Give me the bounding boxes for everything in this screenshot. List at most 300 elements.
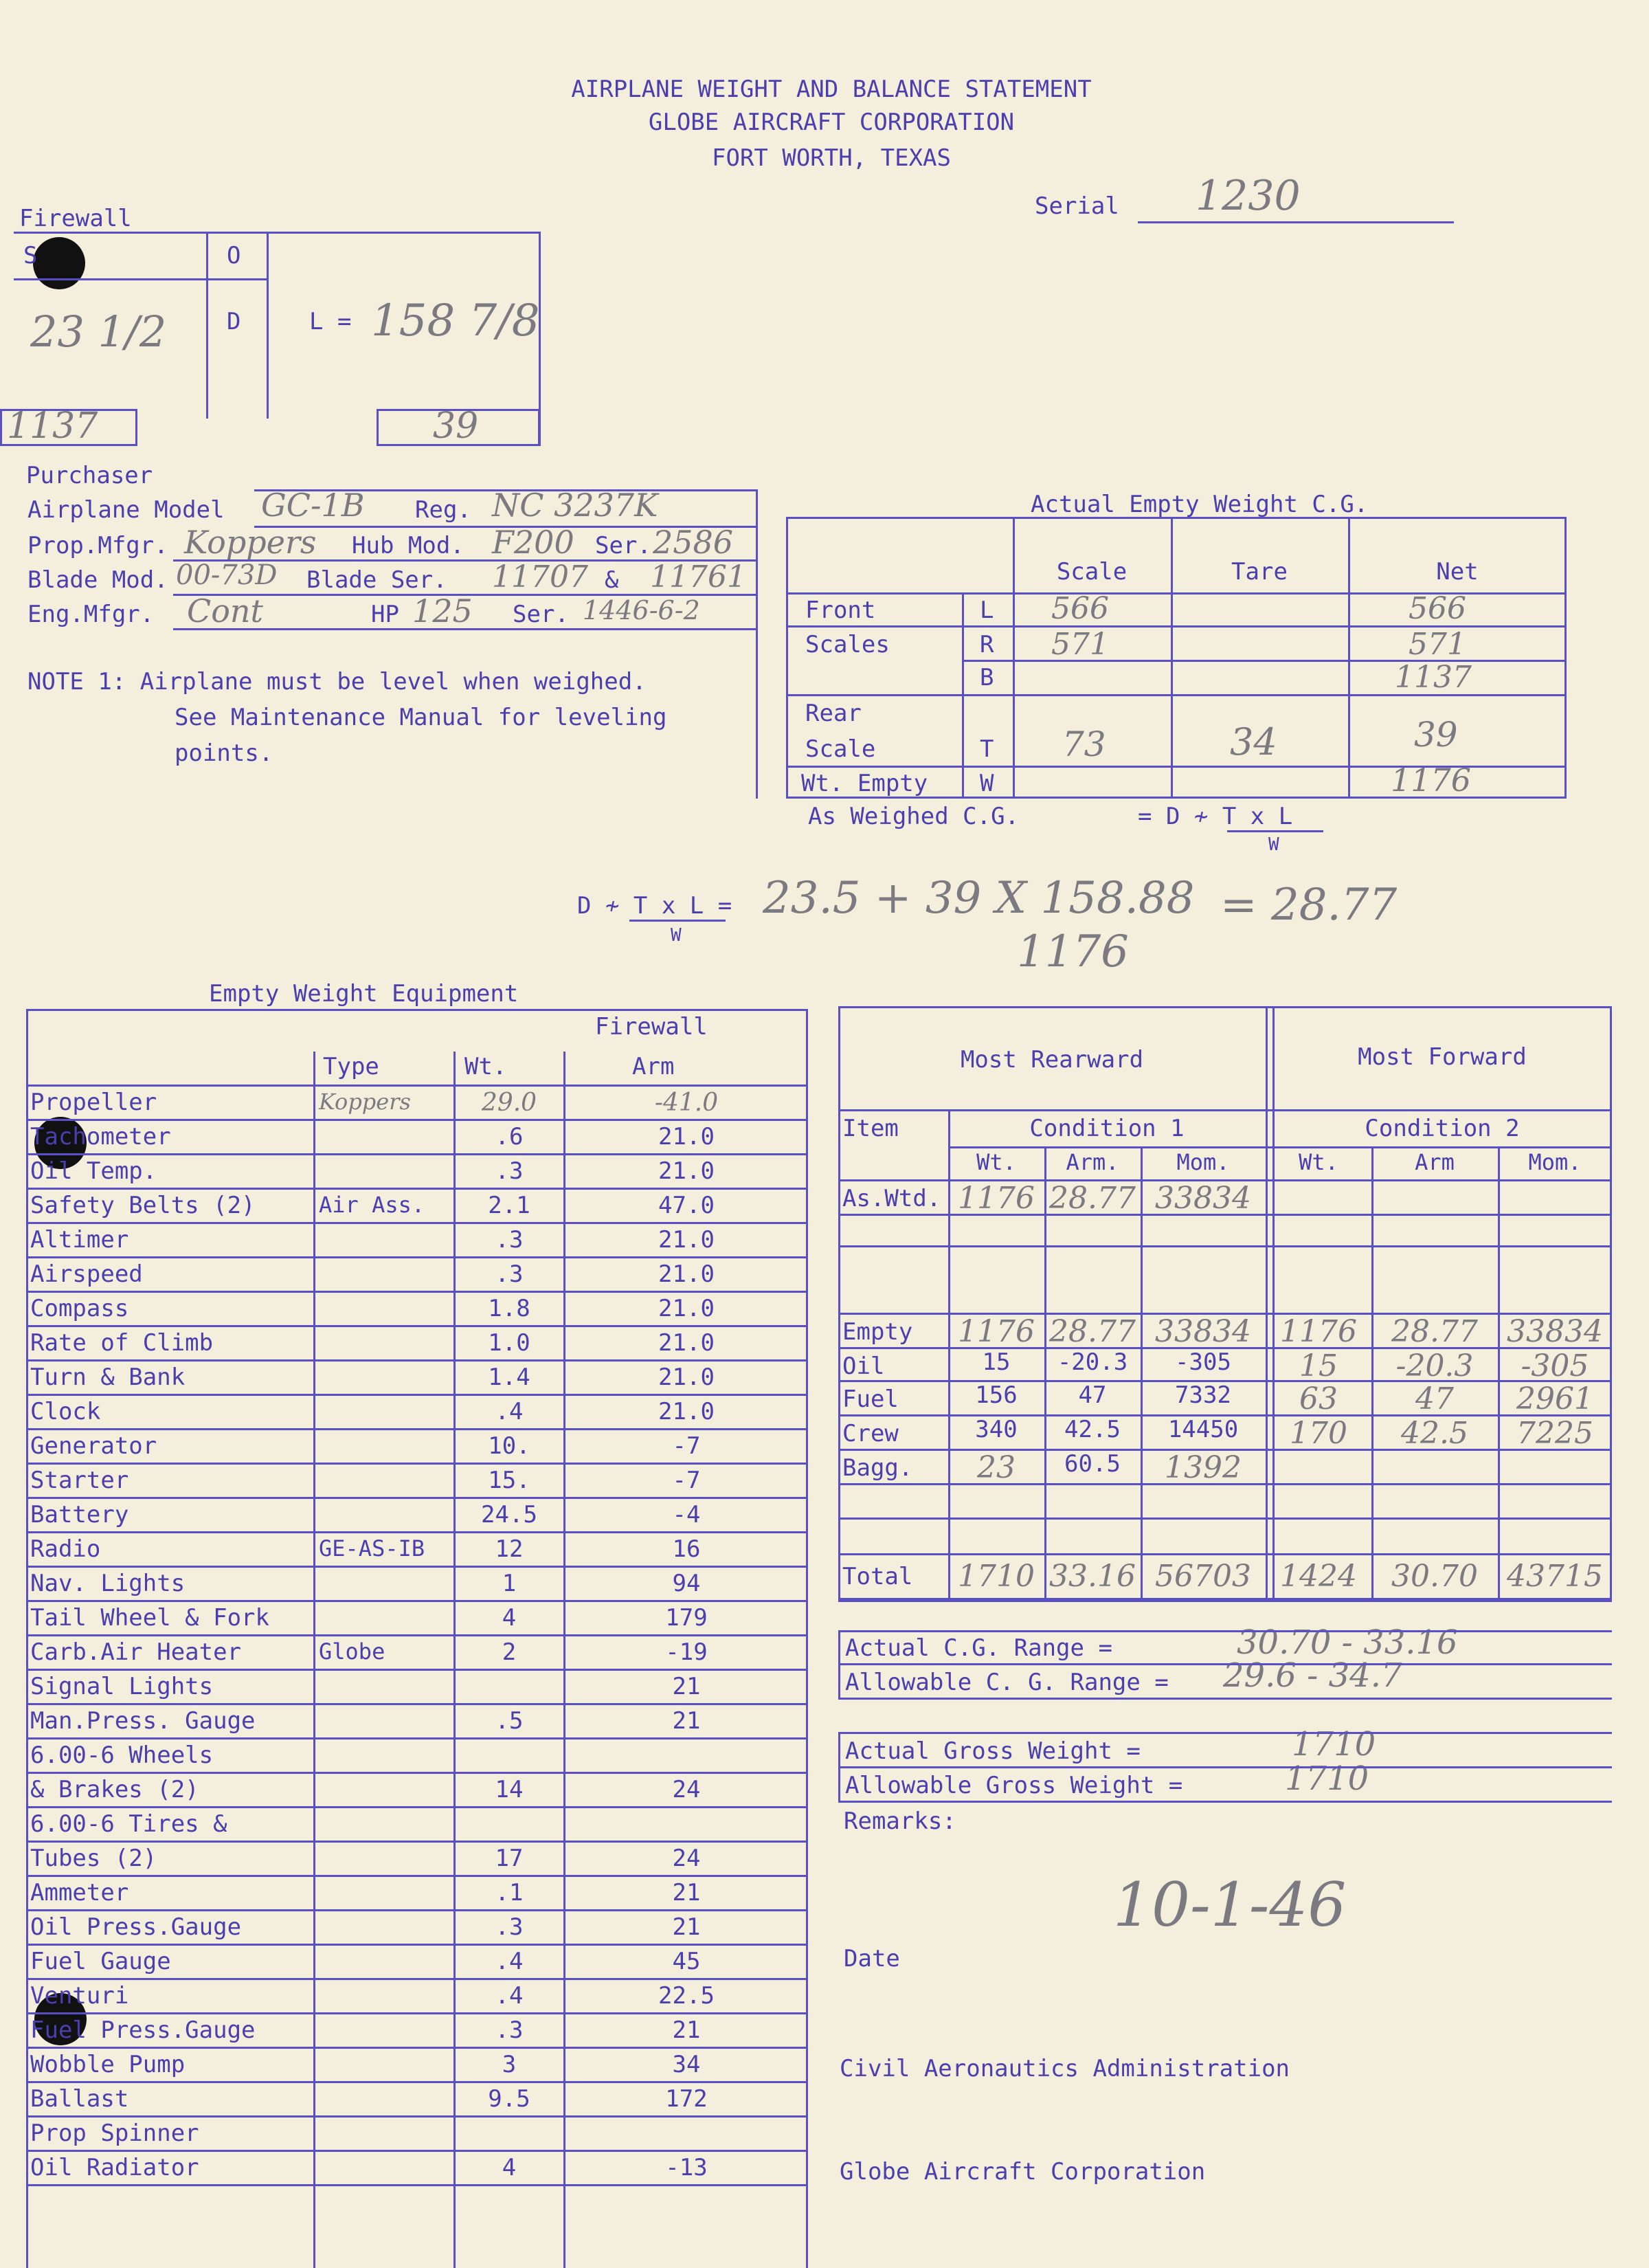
- cond-cell: 56703: [1155, 1559, 1251, 1594]
- conditions-divider: [1266, 1006, 1268, 1600]
- cond-cell: 2961: [1516, 1381, 1593, 1416]
- equipment-wt: .3: [495, 2016, 524, 2044]
- cond-cell: 7225: [1516, 1416, 1593, 1451]
- equipment-arm: 21.0: [658, 1123, 715, 1150]
- calc-formula-den: W: [671, 925, 682, 946]
- cg-net-l: 566: [1409, 591, 1466, 626]
- calc-hand-result: = 28.77: [1220, 880, 1398, 931]
- prop-value: Koppers: [184, 524, 317, 561]
- equipment-wt: .4: [495, 1948, 524, 1975]
- equipment-row-line: [26, 1428, 808, 1430]
- equipment-wt: 17: [495, 1845, 524, 1872]
- conditions-divider-double: [1272, 1006, 1275, 1600]
- cond-cell: 28.77: [1049, 1314, 1136, 1349]
- prop-ser-label: Ser.: [595, 532, 651, 559]
- blade-ser-value: 11707: [492, 559, 588, 594]
- cond-condition2-header: Condition 2: [1365, 1115, 1520, 1142]
- equipment-row-line: [26, 1497, 808, 1499]
- equipment-arm: 21: [672, 1913, 701, 1941]
- cg-letter-w: W: [980, 770, 994, 797]
- info-box-right: [756, 489, 758, 799]
- equipment-name: Fuel Gauge: [30, 1948, 171, 1975]
- equipment-row-line: [26, 2047, 808, 2049]
- cond-cell: 33834: [1507, 1314, 1603, 1349]
- actual-gross-label: Actual Gross Weight =: [845, 1737, 1141, 1765]
- equipment-row-line: [26, 1463, 808, 1465]
- firewall-box-top: [14, 232, 540, 234]
- equipment-name: Generator: [30, 1432, 157, 1460]
- cond-cell: 156: [975, 1381, 1018, 1409]
- cg-letter-l: L: [980, 597, 994, 624]
- equipment-row-line: [26, 1566, 808, 1568]
- equipment-name: Fuel Press.Gauge: [30, 2016, 256, 2044]
- cond-cell: 14450: [1167, 1416, 1239, 1443]
- cg-scale-t: 73: [1062, 724, 1106, 764]
- equipment-wt: 10.: [488, 1432, 530, 1460]
- note-line1: NOTE 1: Airplane must be level when weighed.: [27, 668, 647, 696]
- equipment-col-line: [453, 1052, 456, 2268]
- equipment-type: Air Ass.: [319, 1192, 425, 1218]
- cond-subheader: Wt.: [1299, 1149, 1338, 1175]
- equipment-arm: 21.0: [658, 1329, 715, 1357]
- cond-cell: -20.3: [1057, 1348, 1128, 1376]
- header-company: GLOBE AIRCRAFT CORPORATION: [648, 109, 1015, 136]
- firewall-l-label: L =: [309, 308, 352, 335]
- equipment-title: Empty Weight Equipment: [209, 980, 519, 1008]
- equipment-wt: .3: [495, 1260, 524, 1288]
- cg-tare-t: 34: [1230, 720, 1277, 764]
- cond-cell: 28.77: [1049, 1181, 1136, 1216]
- equipment-wt: 14: [495, 1776, 524, 1803]
- model-label: Airplane Model: [27, 496, 225, 524]
- equipment-wt: .3: [495, 1226, 524, 1254]
- purchaser-label: Purchaser: [26, 462, 153, 489]
- cond-cell: 42.5: [1064, 1416, 1121, 1443]
- equipment-arm: 22.5: [658, 1982, 715, 2010]
- equipment-arm: 21.0: [658, 1157, 715, 1185]
- prop-ser-value: 2586: [653, 524, 734, 561]
- equipment-name: Oil Temp.: [30, 1157, 157, 1185]
- conditions-table: [838, 1006, 1612, 1600]
- cond-cell: 60.5: [1064, 1450, 1121, 1478]
- eng-ser-label: Ser.: [513, 601, 569, 628]
- cond-cell: -305: [1175, 1348, 1231, 1376]
- equipment-col-wt: Wt.: [464, 1053, 507, 1080]
- blade-ser-amp: &: [605, 566, 619, 594]
- equipment-wt: 2: [502, 1638, 517, 1666]
- cond-condition1-header: Condition 1: [1029, 1115, 1185, 1142]
- equipment-firewall-label: Firewall: [595, 1013, 708, 1041]
- blade-ser-value2: 11761: [650, 559, 746, 594]
- cond-cell: 43715: [1507, 1559, 1603, 1594]
- equipment-name: Venturi: [30, 1982, 129, 2010]
- equipment-row-line: [26, 1841, 808, 1843]
- calc-formula-lhs: D ≁ T x L =: [577, 892, 732, 920]
- blade-ser-label: Blade Ser.: [306, 566, 447, 594]
- equipment-row-line: [26, 1806, 808, 1808]
- equipment-wt: 1.4: [488, 1364, 530, 1391]
- equipment-name: Turn & Bank: [30, 1364, 186, 1391]
- as-weighed-label: As Weighed C.G.: [808, 803, 1020, 830]
- equipment-name: Clock: [30, 1398, 101, 1425]
- caa-label: Civil Aeronautics Administration: [840, 2055, 1290, 2082]
- cond-cell: 63: [1299, 1381, 1338, 1416]
- firewall-o-label: O: [227, 242, 241, 269]
- equipment-wt: 12: [495, 1535, 524, 1563]
- cg-net-t: 39: [1414, 715, 1458, 755]
- equipment-row-line: [26, 1600, 808, 1602]
- calc-formula-bar: [629, 920, 726, 922]
- equipment-name: Battery: [30, 1501, 129, 1528]
- equipment-name: Safety Belts (2): [30, 1192, 256, 1219]
- cg-net-w: 1176: [1391, 761, 1472, 799]
- cond-cell: -20.3: [1395, 1348, 1474, 1383]
- cond-cell: 30.70: [1391, 1559, 1478, 1594]
- allowable-gross-label: Allowable Gross Weight =: [845, 1772, 1183, 1799]
- cond-cell: 47: [1415, 1381, 1454, 1416]
- cg-header-tare: Tare: [1231, 558, 1288, 586]
- equipment-type: Globe: [319, 1638, 385, 1665]
- allowable-gross-value: 1710: [1285, 1759, 1369, 1798]
- eng-label: Eng.Mfgr.: [27, 601, 155, 628]
- cg-net-r: 571: [1409, 627, 1466, 662]
- equipment-col-type: Type: [323, 1053, 379, 1080]
- equipment-name: Compass: [30, 1295, 129, 1322]
- cg-net-b: 1137: [1395, 660, 1472, 695]
- equipment-arm: 21: [672, 2016, 701, 2044]
- equipment-arm: 172: [665, 2085, 708, 2113]
- equipment-row-line: [26, 1359, 808, 1361]
- firewall-bottom-left-value: 1137: [7, 405, 98, 447]
- cond-subheader: Arm: [1415, 1149, 1455, 1175]
- summary-cg-left: [838, 1630, 840, 1698]
- equipment-type: GE-AS-IB: [319, 1535, 425, 1561]
- eng-underline: [173, 628, 757, 630]
- cond-cell: 23: [977, 1450, 1016, 1485]
- equipment-wt: 3: [502, 2051, 517, 2078]
- serial-label: Serial: [1035, 192, 1119, 220]
- equipment-name: Nav. Lights: [30, 1570, 186, 1597]
- equipment-row-line: [26, 1153, 808, 1155]
- equipment-wt: 4: [502, 2154, 517, 2181]
- equipment-name: Tubes (2): [30, 1845, 157, 1872]
- header-location: FORT WORTH, TEXAS: [712, 144, 951, 172]
- cond-subheader: Wt.: [976, 1149, 1016, 1175]
- equipment-arm: -19: [665, 1638, 708, 1666]
- cond-row-item: Oil: [842, 1353, 885, 1380]
- equipment-wt: 15.: [488, 1467, 530, 1494]
- actual-cg-value: 30.70 - 33.16: [1237, 1623, 1458, 1662]
- equipment-arm: 21.0: [658, 1226, 715, 1254]
- actual-gross-value: 1710: [1292, 1725, 1376, 1764]
- equipment-wt: 9.5: [488, 2085, 530, 2113]
- equipment-wt: 29.0: [481, 1089, 537, 1117]
- note-line3: points.: [175, 740, 273, 767]
- equipment-arm: -4: [672, 1501, 701, 1528]
- equipment-row-line: [26, 2081, 808, 2083]
- reg-label: Reg.: [415, 496, 471, 524]
- blade-mod-value: 00-73D: [176, 559, 278, 591]
- equipment-row-line: [26, 1909, 808, 1911]
- cg-letter-t: T: [980, 735, 994, 763]
- equipment-name: & Brakes (2): [30, 1776, 199, 1803]
- cond-row-line: [838, 1517, 1612, 1520]
- firewall-label: Firewall: [19, 205, 132, 232]
- date-label: Date: [844, 1945, 900, 1972]
- firewall-s-value: 23 1/2: [30, 307, 167, 357]
- equipment-name: Carb.Air Heater: [30, 1638, 242, 1666]
- hp-label: HP: [371, 601, 399, 628]
- equipment-name: Tail Wheel & Fork: [30, 1604, 269, 1632]
- equipment-row-line: [26, 1978, 808, 1980]
- cond-cell: 1392: [1165, 1450, 1242, 1485]
- equipment-name: Oil Press.Gauge: [30, 1913, 242, 1941]
- equipment-arm: -13: [665, 2154, 708, 2181]
- equipment-wt: 24.5: [481, 1501, 537, 1528]
- summary-gross-mid: [838, 1766, 1612, 1768]
- as-weighed-formula: = D ≁ T x L: [1138, 803, 1293, 830]
- equipment-wt: .5: [495, 1707, 524, 1735]
- cond-row-line: [838, 1600, 1612, 1602]
- cond-cell: 1176: [958, 1181, 1035, 1216]
- summary-cg-top: [838, 1630, 1612, 1632]
- cond-cell: 1176: [1280, 1314, 1357, 1349]
- firewall-d-label: D: [227, 308, 241, 335]
- cond-col-line: [948, 1109, 950, 1600]
- equipment-arm: 45: [672, 1948, 701, 1975]
- equipment-row-line: [26, 1188, 808, 1190]
- most-rearward-label: Most Rearward: [960, 1046, 1144, 1074]
- equipment-arm: 21.0: [658, 1260, 715, 1288]
- equipment-name: Signal Lights: [30, 1673, 214, 1700]
- equipment-row-line: [26, 1703, 808, 1705]
- cond-header-line: [838, 1109, 1612, 1111]
- equipment-row-line: [26, 2115, 808, 2117]
- equipment-row-line: [26, 1944, 808, 1946]
- cond-row-item: Fuel: [842, 1386, 899, 1413]
- equipment-arm: 21.0: [658, 1364, 715, 1391]
- firewall-s-label: S: [23, 242, 38, 269]
- equipment-wt: 1: [502, 1570, 517, 1597]
- cg-table-title: Actual Empty Weight C.G.: [1031, 491, 1369, 518]
- equipment-arm: -41.0: [654, 1089, 719, 1117]
- equipment-wt: .1: [495, 1879, 524, 1906]
- equipment-col-line: [563, 1052, 565, 2268]
- equipment-arm: 21.0: [658, 1398, 715, 1425]
- equipment-row-line: [26, 1531, 808, 1533]
- equipment-type: Koppers: [319, 1089, 411, 1115]
- equipment-name: Starter: [30, 1467, 129, 1494]
- cond-cell: 33.16: [1049, 1559, 1136, 1594]
- cond-cell: 340: [975, 1416, 1018, 1443]
- summary-gross-bottom: [838, 1801, 1612, 1803]
- cond-cell: 28.77: [1391, 1314, 1478, 1349]
- equipment-wt: 1.8: [488, 1295, 530, 1322]
- as-weighed-fraction-bar: [1227, 830, 1323, 832]
- cg-header-net: Net: [1436, 558, 1479, 586]
- firewall-box-mid1: [206, 232, 208, 419]
- note-line2: See Maintenance Manual for leveling: [175, 704, 667, 731]
- equipment-row-line: [26, 2184, 808, 2186]
- equipment-arm: 94: [672, 1570, 701, 1597]
- cond-cell: 1710: [958, 1559, 1035, 1594]
- allowable-cg-value: 29.6 - 34.7: [1223, 1656, 1402, 1695]
- equipment-wt: 1.0: [488, 1329, 530, 1357]
- equipment-row-line: [26, 1669, 808, 1671]
- equipment-wt: .4: [495, 1982, 524, 2010]
- equipment-wt: .4: [495, 1398, 524, 1425]
- equipment-name: Wobble Pump: [30, 2051, 186, 2078]
- equipment-row-line: [26, 1394, 808, 1396]
- equipment-wt: .3: [495, 1157, 524, 1185]
- serial-underline: [1138, 221, 1454, 223]
- cond-row-item: Empty: [842, 1318, 913, 1346]
- equipment-arm: 34: [672, 2051, 701, 2078]
- cg-letter-b: B: [980, 664, 994, 691]
- cg-scale-l: 566: [1051, 591, 1109, 626]
- as-weighed-formula-den: W: [1268, 834, 1279, 855]
- equipment-arm: -7: [672, 1432, 701, 1460]
- hp-value: 125: [412, 592, 473, 630]
- equipment-wt: .6: [495, 1123, 524, 1150]
- firewall-box-mid2: [267, 232, 269, 419]
- cond-item-header: Item: [842, 1115, 899, 1142]
- cg-scale-r: 571: [1051, 627, 1109, 662]
- cond-row-line: [838, 1245, 1612, 1247]
- equipment-arm: 16: [672, 1535, 701, 1563]
- equipment-arm: 21: [672, 1707, 701, 1735]
- equipment-name: Propeller: [30, 1089, 157, 1116]
- serial-value: 1230: [1196, 172, 1301, 220]
- equipment-name: Oil Radiator: [30, 2154, 199, 2181]
- most-forward-label: Most Forward: [1358, 1043, 1527, 1071]
- cond-sub-line: [948, 1146, 1612, 1148]
- allowable-cg-label: Allowable C. G. Range =: [845, 1669, 1169, 1696]
- cond-cell: 7332: [1175, 1381, 1231, 1409]
- summary-cg-bottom: [838, 1698, 1612, 1700]
- equipment-name: 6.00-6 Tires &: [30, 1810, 227, 1838]
- cg-front-label: Front: [805, 597, 876, 624]
- equipment-row-line: [26, 1634, 808, 1636]
- cond-subheader: Arm.: [1066, 1149, 1119, 1175]
- firewall-box-row: [14, 278, 268, 280]
- remarks-label: Remarks:: [844, 1808, 956, 1835]
- calc-hand-denominator: 1176: [1017, 926, 1129, 977]
- summary-gross-top: [838, 1732, 1612, 1734]
- equipment-arm: -7: [672, 1467, 701, 1494]
- firewall-bottom-right-value: 39: [433, 405, 479, 447]
- equipment-arm: 47.0: [658, 1192, 715, 1219]
- equipment-row-line: [26, 1291, 808, 1293]
- equipment-name: Radio: [30, 1535, 101, 1563]
- equipment-arm: 24: [672, 1845, 701, 1872]
- equipment-row-line: [26, 1222, 808, 1224]
- cond-cell: 47: [1078, 1381, 1107, 1409]
- equipment-name: Rate of Climb: [30, 1329, 214, 1357]
- cond-cell: 170: [1290, 1416, 1347, 1451]
- cond-subheader: Mom.: [1528, 1149, 1582, 1175]
- equipment-wt: 2.1: [488, 1192, 530, 1219]
- equipment-row-line: [26, 1875, 808, 1877]
- cg-wt-empty-label: Wt. Empty: [801, 770, 928, 797]
- calc-hand-numerator: 23.5 + 39 X 158.88: [763, 873, 1195, 924]
- prop-label: Prop.Mfgr.: [27, 532, 168, 559]
- cond-cell: 1424: [1280, 1559, 1357, 1594]
- actual-cg-label: Actual C.G. Range =: [845, 1634, 1112, 1662]
- summary-cg-mid: [838, 1663, 1612, 1665]
- cond-row-line: [838, 1553, 1612, 1555]
- equipment-arm: 179: [665, 1604, 708, 1632]
- equipment-name: 6.00-6 Wheels: [30, 1742, 214, 1769]
- blade-mod-label: Blade Mod.: [27, 566, 168, 594]
- equipment-row-line: [26, 2012, 808, 2014]
- cond-subheader: Mom.: [1176, 1149, 1230, 1175]
- cond-cell: 15: [1299, 1348, 1338, 1383]
- cg-scale-label: Scale: [805, 735, 876, 763]
- equipment-col-arm: Arm: [632, 1053, 675, 1080]
- reg-value: NC 3237K: [492, 487, 658, 524]
- header-title: AIRPLANE WEIGHT AND BALANCE STATEMENT: [571, 76, 1092, 103]
- equipment-row-line: [26, 1119, 808, 1121]
- globe-label: Globe Aircraft Corporation: [840, 2158, 1206, 2186]
- equipment-wt: 4: [502, 1604, 517, 1632]
- cond-cell: 1176: [958, 1314, 1035, 1349]
- cond-cell: 42.5: [1401, 1416, 1468, 1451]
- cond-cell: 15: [982, 1348, 1011, 1376]
- equipment-wt: .3: [495, 1913, 524, 1941]
- equipment-row-line: [26, 1325, 808, 1327]
- equipment-name: Prop Spinner: [30, 2120, 199, 2147]
- firewall-l-value: 158 7/8: [371, 296, 540, 346]
- equipment-name: Ammeter: [30, 1879, 129, 1906]
- eng-value: Cont: [187, 592, 264, 630]
- cg-scales-label: Scales: [805, 631, 890, 658]
- equipment-name: Altimer: [30, 1226, 129, 1254]
- cond-row-item: Bagg.: [842, 1454, 913, 1482]
- equipment-name: Tachometer: [30, 1123, 171, 1150]
- equipment-arm: 21: [672, 1879, 701, 1906]
- punch-hole-top: [33, 237, 85, 289]
- hub-value: F200: [492, 524, 574, 561]
- cond-row-item: Crew: [842, 1420, 899, 1447]
- equipment-header-line: [26, 1085, 808, 1087]
- cond-row-item: Total: [842, 1563, 913, 1590]
- equipment-row-line: [26, 2150, 808, 2152]
- cg-header-scale: Scale: [1056, 558, 1128, 586]
- cond-row-item: As.Wtd.: [842, 1185, 941, 1212]
- equipment-row-line: [26, 1737, 808, 1739]
- equipment-arm: 24: [672, 1776, 701, 1803]
- equipment-row-line: [26, 1256, 808, 1258]
- cg-letter-r: R: [980, 631, 994, 658]
- equipment-name: Ballast: [30, 2085, 129, 2113]
- equipment-row-line: [26, 1772, 808, 1774]
- model-value: GC-1B: [261, 487, 365, 524]
- eng-ser-value: 1446-6-2: [583, 595, 700, 625]
- cond-cell: -305: [1521, 1348, 1589, 1383]
- equipment-name: Airspeed: [30, 1260, 143, 1288]
- equipment-name: Man.Press. Gauge: [30, 1707, 256, 1735]
- summary-gross-left: [838, 1732, 840, 1801]
- cond-cell: 33834: [1155, 1181, 1251, 1216]
- cond-cell: 33834: [1155, 1314, 1251, 1349]
- cg-rear-label: Rear: [805, 700, 862, 727]
- equipment-col-line: [313, 1052, 315, 2268]
- equipment-arm: 21: [672, 1673, 701, 1700]
- equipment-arm: 21.0: [658, 1295, 715, 1322]
- hub-label: Hub Mod.: [352, 532, 464, 559]
- date-value: 10-1-46: [1113, 1869, 1347, 1940]
